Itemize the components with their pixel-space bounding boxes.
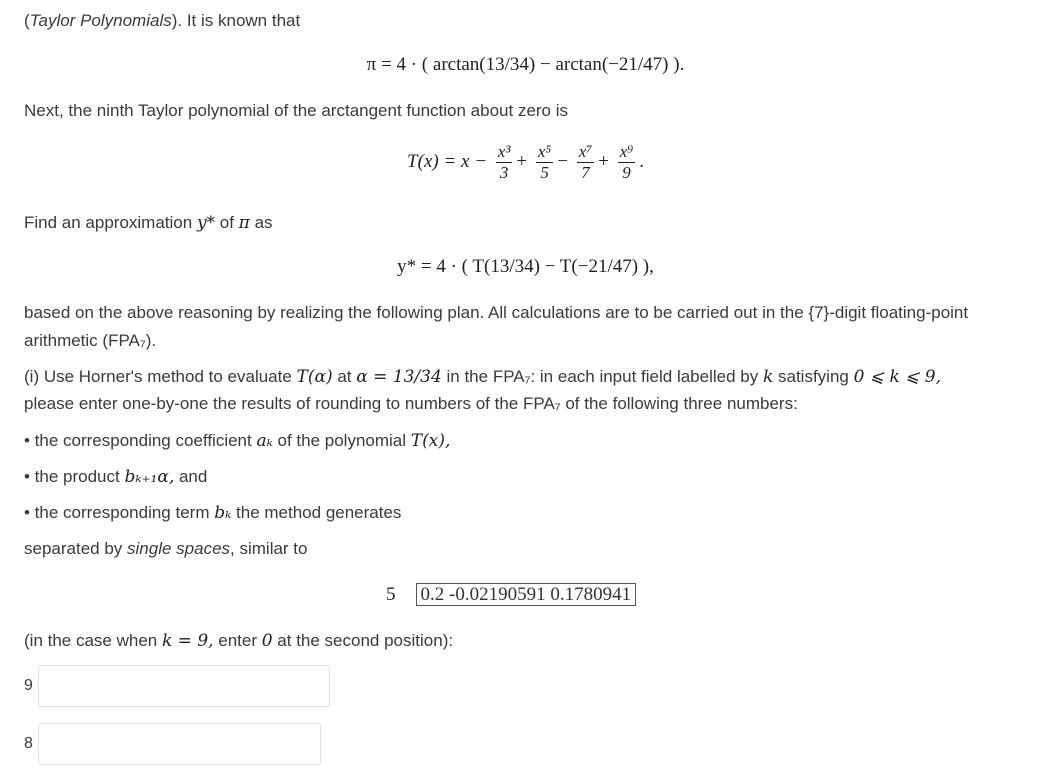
next-text: Next, the ninth Taylor polynomial of the arctangent function about zero is <box>24 101 569 120</box>
pi-formula: π = 4 · ( arctan(13/34) − arctan(−21/47) ). <box>366 54 685 75</box>
step1-line-2: please enter one-by-one the results of rounding to numbers of the FPA₇ of the following three numbers: <box>24 394 798 413</box>
op: − <box>557 150 569 172</box>
taylor-formula <box>0 142 1051 183</box>
plan-line-1: based on the above reasoning by realizing the following plan. All calculations are to be carried out in the {7}-digit floating-point <box>24 303 969 322</box>
plan-line-2: arithmetic (FPA₇). <box>24 331 157 350</box>
term-4: $\frac{\text{x⁹}}{9}$ <box>619 142 634 182</box>
intro-text: (Taylor Polynomials). It is known that <box>24 11 301 30</box>
bullet-coefficient: • the corresponding coefficient aₖ of the polynomial T(x), <box>24 431 451 451</box>
input-label-9: 9 <box>24 677 33 694</box>
example-box: 0.2 -0.02190591 0.1780941 <box>416 583 637 606</box>
step1-line-1: (i) Use Horner's method to evaluate T(α) at α = 13/34 in the FPA₇: in each input field labelled by k satisfying 0 ⩽ k ⩽ 9, <box>24 367 942 387</box>
y-formula: y* = 4 · ( T(13/34) − T(−21/47) ), <box>397 256 654 277</box>
separated-text: separated by single spaces, similar to <box>24 539 308 558</box>
find-text: Find an approximation y* of π as <box>24 213 273 233</box>
op: + <box>598 150 609 172</box>
answer-input-9[interactable] <box>38 665 330 707</box>
input-label-8: 8 <box>24 735 33 752</box>
intro-after: ). It is known that <box>171 11 301 30</box>
example <box>386 584 636 606</box>
op: + <box>516 150 528 172</box>
note-text: (in the case when k = 9, enter 0 at the second position): <box>24 631 454 651</box>
term-1: $\frac{\text{x³}}{3}$ <box>497 142 511 182</box>
term-2: $\frac{\text{x⁵}}{5}$ <box>537 142 552 182</box>
example-k: 5 <box>386 584 396 605</box>
op: . <box>639 150 644 172</box>
term-3: $\frac{\text{x⁷}}{7}$ <box>578 142 593 182</box>
answer-input-8[interactable] <box>38 723 321 765</box>
taylor-lhs: T(x) = x − <box>407 150 488 172</box>
bullet-product: • the product bₖ₊₁α, and <box>24 467 208 487</box>
bullet-term: • the corresponding term bₖ the method generates <box>24 503 402 523</box>
intro-title: Taylor Polynomials <box>29 11 172 30</box>
